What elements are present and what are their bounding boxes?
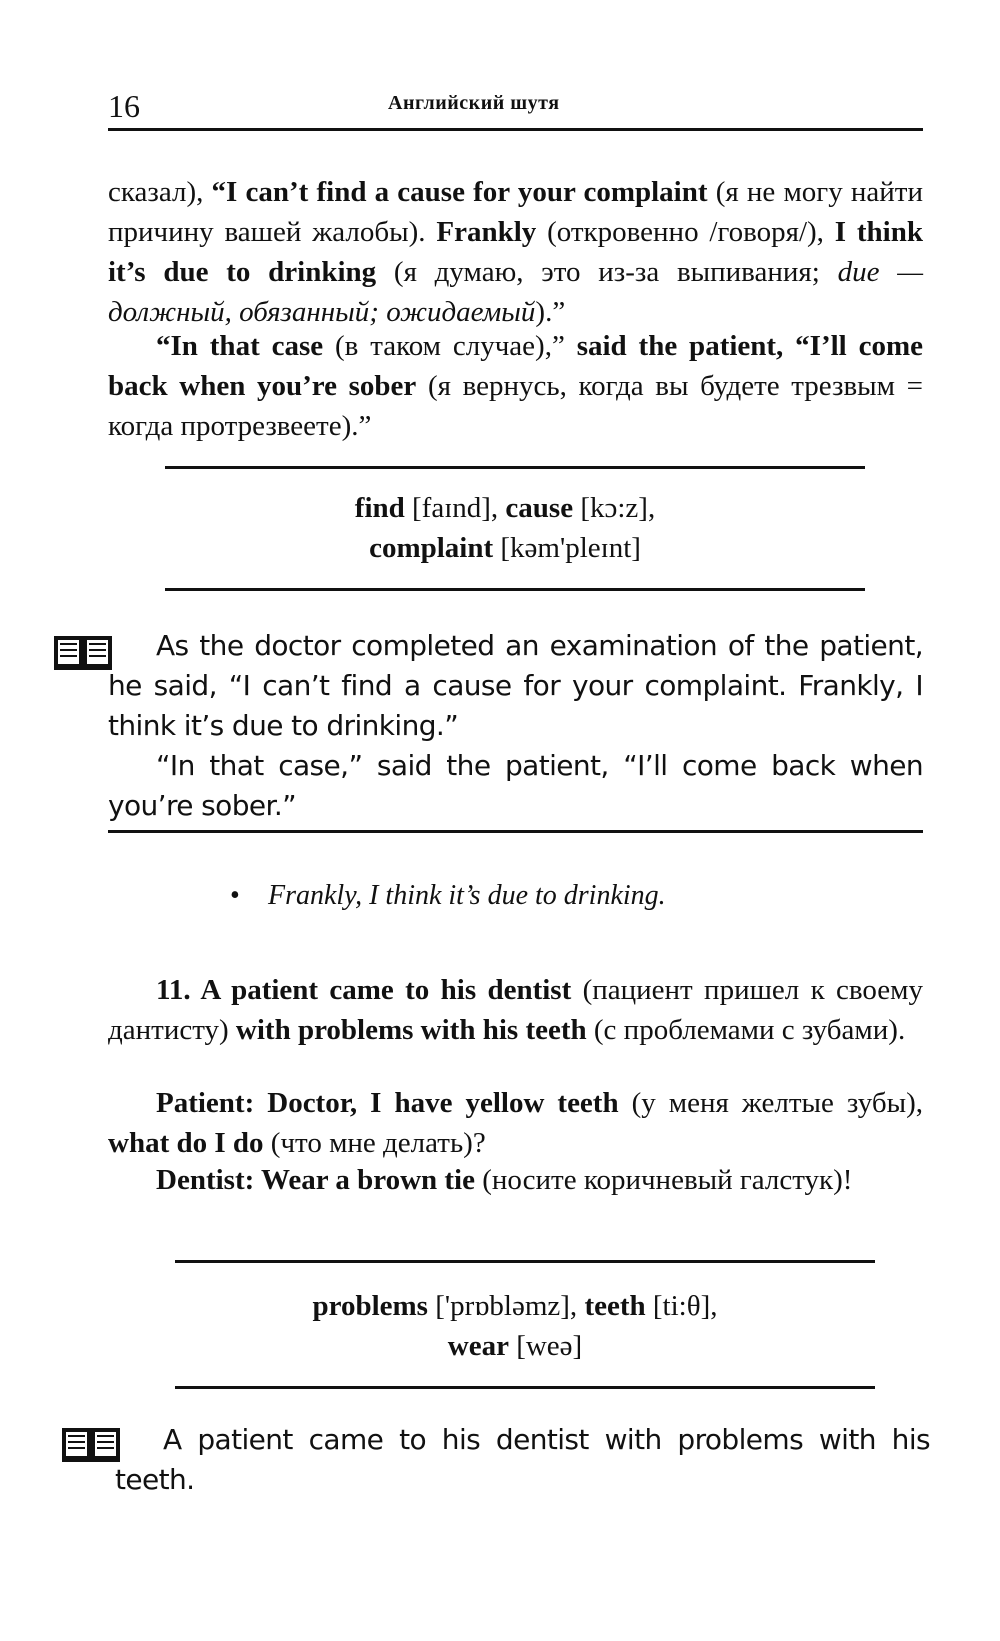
english-paragraph: “In that case,” said the patient, “I’ll come back when you’re sober.” [108, 749, 923, 822]
bold-span: what do I do [108, 1127, 264, 1159]
transcription: [faɪnd], [404, 492, 506, 524]
text-span: (в таком случае),” [323, 330, 577, 362]
text-span: сказал), [108, 176, 212, 208]
paragraph-3 [108, 970, 923, 1050]
paragraph-4 [108, 1083, 923, 1163]
vocab-word: cause [505, 492, 574, 524]
italic-span: due — должный, обязанный; ожидаемый [108, 256, 923, 328]
text-span: (откровенно /говоря/), [536, 216, 835, 248]
english-paragraph: A patient came to his dentist with problems with his teeth. [115, 1423, 930, 1496]
bold-span: Frankly [436, 216, 537, 248]
divider-line [175, 1260, 875, 1263]
vocab-word: find [354, 492, 405, 524]
paragraph-5 [108, 1160, 923, 1200]
page-header [108, 88, 923, 131]
bold-span: 11. A patient came to his dentist [156, 974, 572, 1006]
open-book-icon [52, 632, 114, 672]
vocab-word: teeth [584, 1290, 646, 1322]
bullet-icon: • [230, 880, 240, 911]
vocab-word: problems [312, 1290, 428, 1322]
text-span: (носите коричневый галстук)! [475, 1164, 853, 1196]
english-text-1 [108, 626, 923, 826]
paragraph-2 [108, 326, 923, 446]
page-number: 16 [108, 88, 140, 124]
divider-line [165, 466, 865, 469]
vocab-word: wear [447, 1330, 509, 1362]
text-span: (что мне делать)? [263, 1127, 486, 1159]
vocab-line [125, 488, 885, 528]
text-span: ).” [535, 296, 566, 328]
english-paragraph: As the doctor completed an examination of the patient, he said, “I can’t find a cause for your complaint. Frankly, I think it’s due to drinking.” [108, 629, 923, 742]
bold-span: with problems with his teeth [235, 1014, 587, 1046]
bold-span: “In that case [156, 330, 324, 362]
bold-span: I think it’s due to drinking [108, 216, 924, 288]
transcription: ['prɒbləmz], [427, 1290, 585, 1322]
transcription: [kɔ:z], [573, 492, 656, 524]
divider-line [165, 588, 865, 591]
divider-line [108, 830, 923, 833]
english-text-2 [115, 1420, 930, 1500]
key-phrase-text: Frankly, I think it’s due to drinking. [268, 880, 666, 911]
bold-span: Dentist: Wear a brown tie [156, 1164, 475, 1196]
paragraph-1 [108, 172, 923, 332]
transcription: [kəm'pleɪnt] [493, 532, 641, 564]
text-span: (с проблемами с зубами). [586, 1014, 906, 1046]
vocab-line [135, 1326, 895, 1366]
text-span: (я вернусь, когда вы будете трезвым = когда протрезвеете).” [108, 370, 923, 442]
vocab-word: complaint [369, 532, 494, 564]
divider-line [175, 1386, 875, 1389]
transcription: [weə] [508, 1330, 583, 1362]
text-span: (пациент пришел к своему дантисту) [108, 974, 923, 1046]
text-span: (я думаю, это из-за выпивания; [376, 256, 838, 288]
vocabulary-block-2 [135, 1286, 895, 1366]
vocabulary-block-1 [125, 488, 885, 568]
bold-span: said the patient, “I’ll come back when you’re sober [108, 330, 923, 402]
text-span: (я не могу найти причину вашей жалобы). [108, 176, 923, 248]
bold-span: Patient: Doctor, I have yellow teeth [156, 1087, 619, 1119]
running-title: Английский шутя [388, 92, 560, 114]
transcription: [ti:θ], [645, 1290, 718, 1322]
vocab-line [125, 528, 885, 568]
bold-span: “I can’t find a cause for your complaint [211, 176, 708, 208]
key-phrase [230, 878, 666, 914]
open-book-icon [60, 1424, 122, 1464]
vocab-line [135, 1286, 895, 1326]
text-span: (у меня желтые зубы), [618, 1087, 923, 1119]
